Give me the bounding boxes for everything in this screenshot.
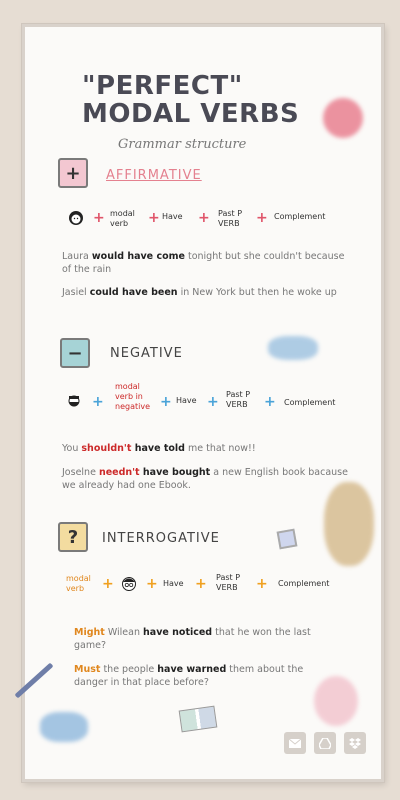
example-sentence: Jasiel could have been in New York but then he woke up: [62, 287, 337, 298]
plus-sign: +: [93, 210, 105, 226]
person-icon: [68, 210, 84, 226]
formula-modal-verb-negative: modal verb in negative: [115, 382, 150, 411]
plus-sign: +: [146, 576, 158, 592]
plus-sign: +: [264, 394, 276, 410]
plus-sign: +: [256, 576, 268, 592]
formula-have: Have: [162, 212, 183, 221]
example-sentence: Must the people have warned them about the danger in that place before?: [74, 664, 304, 688]
drive-share-button[interactable]: [314, 732, 336, 754]
formula-have: Have: [176, 396, 197, 405]
formula-past-participle: Past P VERB: [226, 390, 251, 409]
mail-share-button[interactable]: [284, 732, 306, 754]
example-sentence: Might Wilean have noticed that he won the last game?: [74, 627, 311, 651]
mail-icon: [289, 739, 301, 748]
question-icon: ?: [58, 522, 88, 552]
minus-icon: −: [60, 338, 90, 368]
plus-sign: +: [148, 210, 160, 226]
plus-sign: +: [256, 210, 268, 226]
negative-heading: NEGATIVE: [110, 346, 183, 361]
page-subtitle: Grammar structure: [118, 137, 247, 152]
blue-watercolor-blob: [268, 336, 318, 360]
person-with-glasses-icon: [121, 576, 137, 592]
formula-have: Have: [163, 579, 184, 588]
plus-sign: +: [198, 210, 210, 226]
plus-sign: +: [195, 576, 207, 592]
bearded-person-icon: [66, 394, 82, 410]
plus-sign: +: [102, 576, 114, 592]
formula-complement: Complement: [278, 579, 330, 588]
interrogative-heading: INTERROGATIVE: [102, 531, 220, 546]
plus-sign: +: [207, 394, 219, 410]
formula-complement: Complement: [284, 398, 336, 407]
plus-sign: +: [160, 394, 172, 410]
plus-sign: +: [92, 394, 104, 410]
example-sentence: Joselne needn't have bought a new English book bacause we already had one Ebook.: [62, 467, 348, 491]
example-sentence: You shouldn't have told me that now!!: [62, 443, 256, 454]
formula-modal-verb: modal verb: [66, 574, 91, 593]
dropbox-icon: [349, 738, 361, 749]
formula-past-participle: Past P VERB: [216, 573, 241, 592]
formula-past-participle: Past P VERB: [218, 209, 243, 228]
tan-watercolor-blob: [324, 482, 374, 566]
photo-frame-decoration: [277, 529, 298, 550]
formula-complement: Complement: [274, 212, 326, 221]
dropbox-share-button[interactable]: [344, 732, 366, 754]
affirmative-heading: AFFIRMATIVE: [106, 168, 202, 183]
drive-icon: [319, 738, 331, 749]
plus-icon: +: [58, 158, 88, 188]
page-title: "PERFECT" MODAL VERBS: [82, 71, 300, 129]
formula-modal-verb: modal verb: [110, 209, 135, 228]
blue-watercolor-blob-bottom: [40, 712, 88, 742]
example-sentence: Laura would have come tonight but she couldn't because of the rain: [62, 251, 345, 275]
